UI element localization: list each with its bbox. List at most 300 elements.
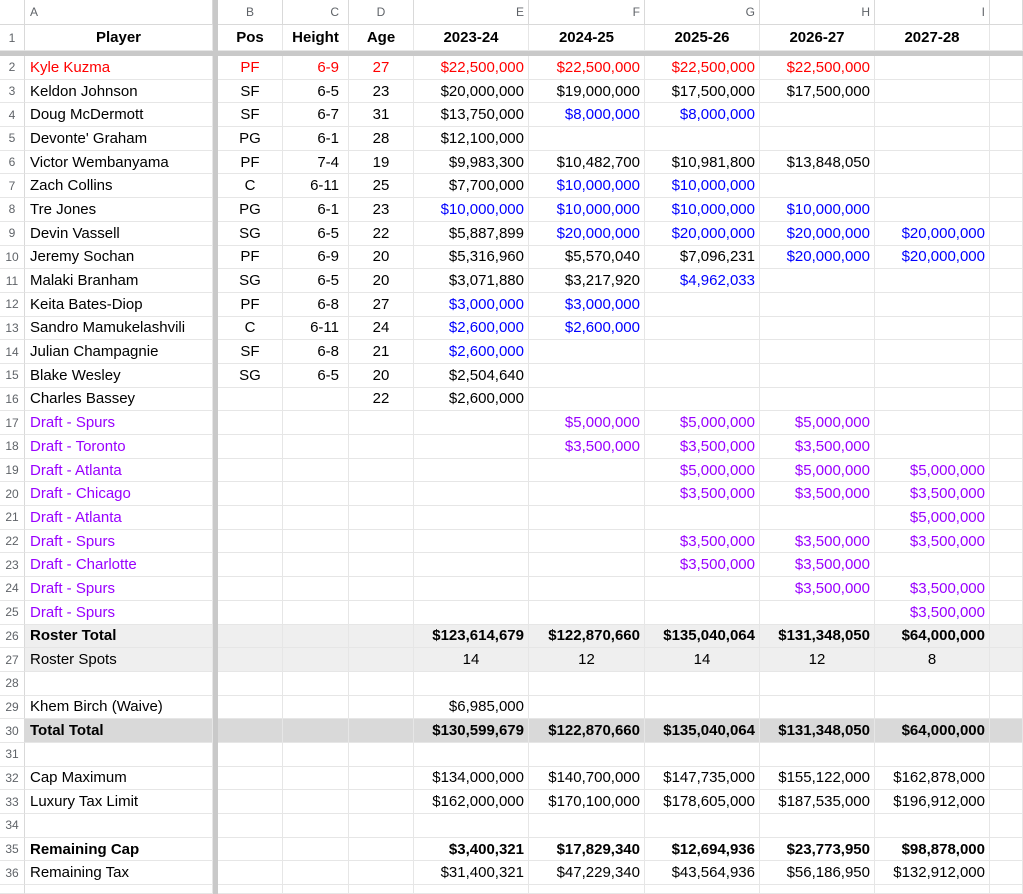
cell-H14[interactable]	[760, 340, 875, 364]
cell-A10[interactable]: Jeremy Sochan	[25, 246, 213, 270]
cell-I11[interactable]	[875, 269, 990, 293]
cell-G36[interactable]: $43,564,936	[645, 861, 760, 885]
cell-J10[interactable]	[990, 246, 1023, 270]
cell-G35[interactable]: $12,694,936	[645, 838, 760, 862]
cell-D2[interactable]: 27	[349, 56, 414, 80]
column-header-C[interactable]: C	[283, 0, 349, 25]
cell-G30[interactable]: $135,040,064	[645, 719, 760, 743]
cell-J34[interactable]	[990, 814, 1023, 838]
cell-J20[interactable]	[990, 482, 1023, 506]
cell-G25[interactable]	[645, 601, 760, 625]
cell-H11[interactable]	[760, 269, 875, 293]
cell-A16[interactable]: Charles Bassey	[25, 388, 213, 412]
cell-B34[interactable]	[218, 814, 283, 838]
cell-H36[interactable]: $56,186,950	[760, 861, 875, 885]
cell-J21[interactable]	[990, 506, 1023, 530]
row-header-35[interactable]: 35	[0, 838, 25, 862]
cell-G22[interactable]: $3,500,000	[645, 530, 760, 554]
cell-I29[interactable]	[875, 696, 990, 720]
cell-C22[interactable]	[283, 530, 349, 554]
cell-E18[interactable]	[414, 435, 529, 459]
cell-A13[interactable]: Sandro Mamukelashvili	[25, 317, 213, 341]
cell-A19[interactable]: Draft - Atlanta	[25, 459, 213, 483]
row-header-29[interactable]: 29	[0, 696, 25, 720]
cell-E26[interactable]: $123,614,679	[414, 625, 529, 649]
cell-E9[interactable]: $5,887,899	[414, 222, 529, 246]
cell-F10[interactable]: $5,570,040	[529, 246, 645, 270]
cell-G11[interactable]: $4,962,033	[645, 269, 760, 293]
row-header-34[interactable]: 34	[0, 814, 25, 838]
cell-H5[interactable]	[760, 127, 875, 151]
cell-B1[interactable]: Pos	[218, 25, 283, 51]
row-header-21[interactable]: 21	[0, 506, 25, 530]
cell-D29[interactable]	[349, 696, 414, 720]
cell-G12[interactable]	[645, 293, 760, 317]
cell-G19[interactable]: $5,000,000	[645, 459, 760, 483]
cell-C10[interactable]: 6-9	[283, 246, 349, 270]
cell-F25[interactable]	[529, 601, 645, 625]
cell-E5[interactable]: $12,100,000	[414, 127, 529, 151]
cell-F15[interactable]	[529, 364, 645, 388]
cell-J17[interactable]	[990, 411, 1023, 435]
cell-H20[interactable]: $3,500,000	[760, 482, 875, 506]
row-header-19[interactable]: 19	[0, 459, 25, 483]
row-header-33[interactable]: 33	[0, 790, 25, 814]
cell-F26[interactable]: $122,870,660	[529, 625, 645, 649]
cell-F9[interactable]: $20,000,000	[529, 222, 645, 246]
cell-F36[interactable]: $47,229,340	[529, 861, 645, 885]
cell-B29[interactable]	[218, 696, 283, 720]
cell-E31[interactable]	[414, 743, 529, 767]
cell-C1[interactable]: Height	[283, 25, 349, 51]
cell-B17[interactable]	[218, 411, 283, 435]
cell-I13[interactable]	[875, 317, 990, 341]
cell-A12[interactable]: Keita Bates-Diop	[25, 293, 213, 317]
cell-F33[interactable]: $170,100,000	[529, 790, 645, 814]
select-all-corner[interactable]	[0, 0, 25, 25]
cell-B33[interactable]	[218, 790, 283, 814]
row-header-32[interactable]: 32	[0, 767, 25, 791]
cell-D30[interactable]	[349, 719, 414, 743]
cell-F32[interactable]: $140,700,000	[529, 767, 645, 791]
cell-J9[interactable]	[990, 222, 1023, 246]
cell-D13[interactable]: 24	[349, 317, 414, 341]
cell-F22[interactable]	[529, 530, 645, 554]
cell-A30[interactable]: Total Total	[25, 719, 213, 743]
cell-C19[interactable]	[283, 459, 349, 483]
cell-F28[interactable]	[529, 672, 645, 696]
cell-A26[interactable]: Roster Total	[25, 625, 213, 649]
cell-H26[interactable]: $131,348,050	[760, 625, 875, 649]
cell-G18[interactable]: $3,500,000	[645, 435, 760, 459]
cell-G1[interactable]: 2025-26	[645, 25, 760, 51]
column-header-E[interactable]: E	[414, 0, 529, 25]
cell-G32[interactable]: $147,735,000	[645, 767, 760, 791]
cell-C7[interactable]: 6-11	[283, 174, 349, 198]
row-header-18[interactable]: 18	[0, 435, 25, 459]
cell-I1[interactable]: 2027-28	[875, 25, 990, 51]
cell-J36[interactable]	[990, 861, 1023, 885]
row-header-20[interactable]: 20	[0, 482, 25, 506]
row-header-24[interactable]: 24	[0, 577, 25, 601]
cell-B8[interactable]: PG	[218, 198, 283, 222]
cell-I31[interactable]	[875, 743, 990, 767]
cell-G9[interactable]: $20,000,000	[645, 222, 760, 246]
cell-J27[interactable]	[990, 648, 1023, 672]
cell-I23[interactable]	[875, 553, 990, 577]
cell-A20[interactable]: Draft - Chicago	[25, 482, 213, 506]
cell-C25[interactable]	[283, 601, 349, 625]
cell-E33[interactable]: $162,000,000	[414, 790, 529, 814]
cell-E22[interactable]	[414, 530, 529, 554]
row-header-31[interactable]: 31	[0, 743, 25, 767]
cell-C4[interactable]: 6-7	[283, 103, 349, 127]
cell-E27[interactable]: 14	[414, 648, 529, 672]
cell-J26[interactable]	[990, 625, 1023, 649]
row-header-23[interactable]: 23	[0, 553, 25, 577]
cell-C29[interactable]	[283, 696, 349, 720]
cell-B12[interactable]: PF	[218, 293, 283, 317]
cell-H32[interactable]: $155,122,000	[760, 767, 875, 791]
cell-I15[interactable]	[875, 364, 990, 388]
cell-D14[interactable]: 21	[349, 340, 414, 364]
cell-F1[interactable]: 2024-25	[529, 25, 645, 51]
cell-A1[interactable]: Player	[25, 25, 213, 51]
cell-A27[interactable]: Roster Spots	[25, 648, 213, 672]
cell-F27[interactable]: 12	[529, 648, 645, 672]
cell-A6[interactable]: Victor Wembanyama	[25, 151, 213, 175]
cell-A4[interactable]: Doug McDermott	[25, 103, 213, 127]
cell-D4[interactable]: 31	[349, 103, 414, 127]
cell-H35[interactable]: $23,773,950	[760, 838, 875, 862]
cell-B20[interactable]	[218, 482, 283, 506]
cell-H31[interactable]	[760, 743, 875, 767]
row-header-25[interactable]: 25	[0, 601, 25, 625]
cell-G10[interactable]: $7,096,231	[645, 246, 760, 270]
cell-J14[interactable]	[990, 340, 1023, 364]
cell-J19[interactable]	[990, 459, 1023, 483]
cell-F6[interactable]: $10,482,700	[529, 151, 645, 175]
cell-C33[interactable]	[283, 790, 349, 814]
cell-A11[interactable]: Malaki Branham	[25, 269, 213, 293]
cell-I34[interactable]	[875, 814, 990, 838]
cell-G2[interactable]: $22,500,000	[645, 56, 760, 80]
cell-I9[interactable]: $20,000,000	[875, 222, 990, 246]
row-header-28[interactable]: 28	[0, 672, 25, 696]
cell-B16[interactable]	[218, 388, 283, 412]
cell-G29[interactable]	[645, 696, 760, 720]
row-header-8[interactable]: 8	[0, 198, 25, 222]
cell-G15[interactable]	[645, 364, 760, 388]
cell-C31[interactable]	[283, 743, 349, 767]
cell-H12[interactable]	[760, 293, 875, 317]
cell-I33[interactable]: $196,912,000	[875, 790, 990, 814]
row-header-22[interactable]: 22	[0, 530, 25, 554]
row-header-10[interactable]: 10	[0, 246, 25, 270]
cell-B21[interactable]	[218, 506, 283, 530]
cell-I19[interactable]: $5,000,000	[875, 459, 990, 483]
cell-B30[interactable]	[218, 719, 283, 743]
row-header-1[interactable]: 1	[0, 25, 25, 51]
cell-E23[interactable]	[414, 553, 529, 577]
row-header-30[interactable]: 30	[0, 719, 25, 743]
cell-D17[interactable]	[349, 411, 414, 435]
cell-E25[interactable]	[414, 601, 529, 625]
cell-E19[interactable]	[414, 459, 529, 483]
cell-A8[interactable]: Tre Jones	[25, 198, 213, 222]
row-header-5[interactable]: 5	[0, 127, 25, 151]
cell-B10[interactable]: PF	[218, 246, 283, 270]
cell-A14[interactable]: Julian Champagnie	[25, 340, 213, 364]
cell-C3[interactable]: 6-5	[283, 80, 349, 104]
cell-J7[interactable]	[990, 174, 1023, 198]
cell-I24[interactable]: $3,500,000	[875, 577, 990, 601]
cell-H23[interactable]: $3,500,000	[760, 553, 875, 577]
cell-H19[interactable]: $5,000,000	[760, 459, 875, 483]
cell-E29[interactable]: $6,985,000	[414, 696, 529, 720]
cell-A24[interactable]: Draft - Spurs	[25, 577, 213, 601]
row-header-6[interactable]: 6	[0, 151, 25, 175]
cell-J22[interactable]	[990, 530, 1023, 554]
cell-A7[interactable]: Zach Collins	[25, 174, 213, 198]
cell-D22[interactable]	[349, 530, 414, 554]
cell-J24[interactable]	[990, 577, 1023, 601]
cell-A22[interactable]: Draft - Spurs	[25, 530, 213, 554]
cell-I4[interactable]	[875, 103, 990, 127]
row-header-27[interactable]: 27	[0, 648, 25, 672]
cell-J28[interactable]	[990, 672, 1023, 696]
row-header-16[interactable]: 16	[0, 388, 25, 412]
cell-C5[interactable]: 6-1	[283, 127, 349, 151]
cell-E14[interactable]: $2,600,000	[414, 340, 529, 364]
cell-J12[interactable]	[990, 293, 1023, 317]
cell-C21[interactable]	[283, 506, 349, 530]
cell-E15[interactable]: $2,504,640	[414, 364, 529, 388]
column-header-D[interactable]: D	[349, 0, 414, 25]
cell-I16[interactable]	[875, 388, 990, 412]
cell-J11[interactable]	[990, 269, 1023, 293]
cell-I36[interactable]: $132,912,000	[875, 861, 990, 885]
cell-H18[interactable]: $3,500,000	[760, 435, 875, 459]
cell-C13[interactable]: 6-11	[283, 317, 349, 341]
cell-A15[interactable]: Blake Wesley	[25, 364, 213, 388]
cell-C27[interactable]	[283, 648, 349, 672]
cell-A29[interactable]: Khem Birch (Waive)	[25, 696, 213, 720]
cell-D1[interactable]: Age	[349, 25, 414, 51]
cell-D12[interactable]: 27	[349, 293, 414, 317]
cell-H15[interactable]	[760, 364, 875, 388]
cell-G28[interactable]	[645, 672, 760, 696]
cell-D33[interactable]	[349, 790, 414, 814]
cell-I6[interactable]	[875, 151, 990, 175]
column-header-J[interactable]	[990, 0, 1023, 25]
cell-C9[interactable]: 6-5	[283, 222, 349, 246]
cell-H25[interactable]	[760, 601, 875, 625]
cell-B22[interactable]	[218, 530, 283, 554]
cell-H4[interactable]	[760, 103, 875, 127]
cell-G7[interactable]: $10,000,000	[645, 174, 760, 198]
column-header-F[interactable]: F	[529, 0, 645, 25]
cell-D20[interactable]	[349, 482, 414, 506]
cell-D19[interactable]	[349, 459, 414, 483]
cell-G4[interactable]: $8,000,000	[645, 103, 760, 127]
cell-D7[interactable]: 25	[349, 174, 414, 198]
cell-D25[interactable]	[349, 601, 414, 625]
cell-E12[interactable]: $3,000,000	[414, 293, 529, 317]
cell-E28[interactable]	[414, 672, 529, 696]
cell-G16[interactable]	[645, 388, 760, 412]
cell-B36[interactable]	[218, 861, 283, 885]
cell-B26[interactable]	[218, 625, 283, 649]
cell-D31[interactable]	[349, 743, 414, 767]
cell-E16[interactable]: $2,600,000	[414, 388, 529, 412]
cell-E34[interactable]	[414, 814, 529, 838]
cell-C26[interactable]	[283, 625, 349, 649]
row-header-14[interactable]: 14	[0, 340, 25, 364]
cell-A33[interactable]: Luxury Tax Limit	[25, 790, 213, 814]
row-header-17[interactable]: 17	[0, 411, 25, 435]
column-header-B[interactable]: B	[218, 0, 283, 25]
cell-J29[interactable]	[990, 696, 1023, 720]
cell-C16[interactable]	[283, 388, 349, 412]
cell-I25[interactable]: $3,500,000	[875, 601, 990, 625]
cell-C17[interactable]	[283, 411, 349, 435]
cell-D3[interactable]: 23	[349, 80, 414, 104]
cell-B4[interactable]: SF	[218, 103, 283, 127]
cell-B35[interactable]	[218, 838, 283, 862]
cell-H28[interactable]	[760, 672, 875, 696]
cell-E35[interactable]: $3,400,321	[414, 838, 529, 862]
cell-I28[interactable]	[875, 672, 990, 696]
row-header-26[interactable]: 26	[0, 625, 25, 649]
cell-E3[interactable]: $20,000,000	[414, 80, 529, 104]
cell-I20[interactable]: $3,500,000	[875, 482, 990, 506]
cell-H13[interactable]	[760, 317, 875, 341]
cell-J13[interactable]	[990, 317, 1023, 341]
cell-F5[interactable]	[529, 127, 645, 151]
cell-A28[interactable]	[25, 672, 213, 696]
cell-E24[interactable]	[414, 577, 529, 601]
cell-I7[interactable]	[875, 174, 990, 198]
cell-F19[interactable]	[529, 459, 645, 483]
cell-E10[interactable]: $5,316,960	[414, 246, 529, 270]
cell-E1[interactable]: 2023-24	[414, 25, 529, 51]
cell-F18[interactable]: $3,500,000	[529, 435, 645, 459]
cell-F8[interactable]: $10,000,000	[529, 198, 645, 222]
column-header-H[interactable]: H	[760, 0, 875, 25]
cell-G23[interactable]: $3,500,000	[645, 553, 760, 577]
cell-H33[interactable]: $187,535,000	[760, 790, 875, 814]
cell-B11[interactable]: SG	[218, 269, 283, 293]
row-header-15[interactable]: 15	[0, 364, 25, 388]
cell-D5[interactable]: 28	[349, 127, 414, 151]
cell-C12[interactable]: 6-8	[283, 293, 349, 317]
cell-D8[interactable]: 23	[349, 198, 414, 222]
cell-E36[interactable]: $31,400,321	[414, 861, 529, 885]
cell-F13[interactable]: $2,600,000	[529, 317, 645, 341]
cell-F30[interactable]: $122,870,660	[529, 719, 645, 743]
cell-F17[interactable]: $5,000,000	[529, 411, 645, 435]
cell-C20[interactable]	[283, 482, 349, 506]
cell-J16[interactable]	[990, 388, 1023, 412]
cell-B24[interactable]	[218, 577, 283, 601]
cell-C34[interactable]	[283, 814, 349, 838]
cell-D21[interactable]	[349, 506, 414, 530]
cell-H21[interactable]	[760, 506, 875, 530]
cell-E8[interactable]: $10,000,000	[414, 198, 529, 222]
cell-G21[interactable]	[645, 506, 760, 530]
cell-I8[interactable]	[875, 198, 990, 222]
cell-E11[interactable]: $3,071,880	[414, 269, 529, 293]
cell-J30[interactable]	[990, 719, 1023, 743]
cell-E13[interactable]: $2,600,000	[414, 317, 529, 341]
cell-J6[interactable]	[990, 151, 1023, 175]
cell-D24[interactable]	[349, 577, 414, 601]
cell-D36[interactable]	[349, 861, 414, 885]
cell-A25[interactable]: Draft - Spurs	[25, 601, 213, 625]
cell-C14[interactable]: 6-8	[283, 340, 349, 364]
cell-J15[interactable]	[990, 364, 1023, 388]
column-header-I[interactable]: I	[875, 0, 990, 25]
cell-B32[interactable]	[218, 767, 283, 791]
cell-E2[interactable]: $22,500,000	[414, 56, 529, 80]
cell-D9[interactable]: 22	[349, 222, 414, 246]
cell-J3[interactable]	[990, 80, 1023, 104]
cell-F7[interactable]: $10,000,000	[529, 174, 645, 198]
cell-B5[interactable]: PG	[218, 127, 283, 151]
cell-I27[interactable]: 8	[875, 648, 990, 672]
cell-I32[interactable]: $162,878,000	[875, 767, 990, 791]
cell-J32[interactable]	[990, 767, 1023, 791]
cell-B3[interactable]: SF	[218, 80, 283, 104]
cell-D28[interactable]	[349, 672, 414, 696]
cell-G6[interactable]: $10,981,800	[645, 151, 760, 175]
cell-H24[interactable]: $3,500,000	[760, 577, 875, 601]
cell-J25[interactable]	[990, 601, 1023, 625]
cell-A32[interactable]: Cap Maximum	[25, 767, 213, 791]
cell-D11[interactable]: 20	[349, 269, 414, 293]
cell-F4[interactable]: $8,000,000	[529, 103, 645, 127]
column-header-G[interactable]: G	[645, 0, 760, 25]
cell-C11[interactable]: 6-5	[283, 269, 349, 293]
cell-B9[interactable]: SG	[218, 222, 283, 246]
cell-H7[interactable]	[760, 174, 875, 198]
cell-E6[interactable]: $9,983,300	[414, 151, 529, 175]
cell-D15[interactable]: 20	[349, 364, 414, 388]
cell-C15[interactable]: 6-5	[283, 364, 349, 388]
row-header-7[interactable]: 7	[0, 174, 25, 198]
row-header-4[interactable]: 4	[0, 103, 25, 127]
cell-A36[interactable]: Remaining Tax	[25, 861, 213, 885]
cell-D27[interactable]	[349, 648, 414, 672]
cell-A21[interactable]: Draft - Atlanta	[25, 506, 213, 530]
cell-I14[interactable]	[875, 340, 990, 364]
cell-H6[interactable]: $13,848,050	[760, 151, 875, 175]
cell-D34[interactable]	[349, 814, 414, 838]
cell-G34[interactable]	[645, 814, 760, 838]
cell-D16[interactable]: 22	[349, 388, 414, 412]
cell-E30[interactable]: $130,599,679	[414, 719, 529, 743]
cell-G3[interactable]: $17,500,000	[645, 80, 760, 104]
cell-C36[interactable]	[283, 861, 349, 885]
row-header-36[interactable]: 36	[0, 861, 25, 885]
cell-A34[interactable]	[25, 814, 213, 838]
cell-A5[interactable]: Devonte' Graham	[25, 127, 213, 151]
cell-A23[interactable]: Draft - Charlotte	[25, 553, 213, 577]
cell-A17[interactable]: Draft - Spurs	[25, 411, 213, 435]
cell-G17[interactable]: $5,000,000	[645, 411, 760, 435]
cell-B15[interactable]: SG	[218, 364, 283, 388]
